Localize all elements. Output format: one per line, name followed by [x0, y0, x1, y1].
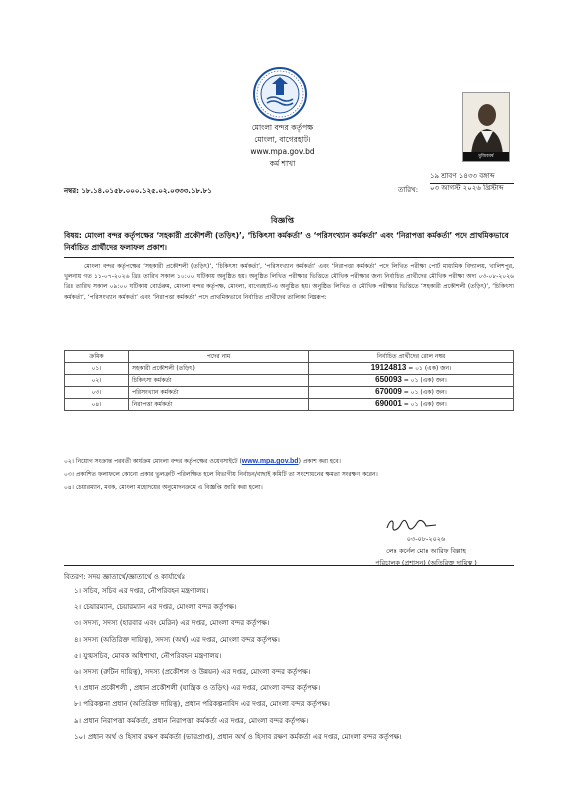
list-item: ৮। পরিকল্পনা প্রধান (অতিরিক্ত দায়িত্ব), প্রধান পরিকল্পনাবিদ এর দপ্তর, মোংলা বন্দর কর্তৃপক্ষ। — [74, 700, 330, 709]
table-row — [65, 363, 514, 375]
mongla-port-logo — [252, 66, 308, 122]
distribution-title: বিতরণ: সদয় জ্ঞাতার্থে/জ্ঞাতার্থে ও কার্যার্থেঃ — [64, 573, 186, 581]
row-count: = ০১ (এক) জন। — [401, 401, 447, 408]
header-roll: নির্বাচিত প্রার্থীদের রোল নম্বর — [309, 351, 514, 363]
list-item: ৯। প্রধান নিরাপত্তা কর্মকর্তা, প্রধান নিরাপত্তা কর্মকর্তা এর দপ্তর, মোংলা বন্দর কর্তৃপক্ষ। — [74, 716, 309, 725]
org-branch: কর্ম শাখা — [269, 159, 296, 168]
distribution-divider — [64, 565, 514, 566]
date-english: ০৩ আগস্ট ২০২৬ খ্রিস্টাব্দ — [430, 184, 504, 192]
table-row — [65, 399, 514, 411]
row-roll-cell — [309, 399, 514, 411]
note-item — [64, 455, 514, 468]
row-roll: 19124813 — [370, 363, 407, 372]
results-table-header — [65, 351, 514, 363]
row-roll: 690001 — [375, 399, 402, 408]
row-serial: ০৪। — [65, 399, 129, 411]
note-item: ০৩। প্রকাশিত ফলাফলে কোনো প্রকার ভুলত্রুটি পরিলক্ষিত হলে বিভাগীয় নির্বাচন/বাছাই কমিটি তা সংশোধনের ক্ষমতা সংরক্ষণ করেন। — [64, 471, 378, 478]
note-text: ০২। নিয়োগ সংক্রান্ত পরবর্তী কার্যক্রম মোংলা বন্দর কর্তৃপক্ষের ওয়েবসাইটে ( — [64, 458, 242, 465]
list-item: ৪। সদস্য (অতিরিক্ত দায়িত্ব), সদস্য (অর্থ) এর দপ্তর, মোংলা বন্দর কর্তৃপক্ষ। — [74, 635, 280, 644]
signatory-name: লেঃ কর্নেল মোঃ আরিফ বিল্লাহ — [386, 547, 466, 555]
list-item: ২। চেয়ারম্যান, চেয়ারম্যান এর দপ্তর, মোংলা বন্দর কর্তৃপক্ষ। — [74, 603, 237, 612]
row-roll-cell — [309, 375, 514, 387]
header-post: পদের নাম — [129, 351, 309, 363]
row-count: = ০১ (এক) জন। — [406, 365, 452, 372]
list-item: ৬। সদস্য (রুটিন দায়িত্ব), সদস্য (প্রকৌশল ও উন্নয়ন) এর দপ্তর, মোংলা বন্দর কর্তৃপক্ষ। — [74, 668, 311, 677]
subject-divider — [64, 257, 514, 258]
portrait-caption: মুজিববর্ষ — [463, 152, 509, 161]
header-serial: ক্রমিক — [65, 351, 129, 363]
table-row — [65, 387, 514, 399]
note-item: ০৪। চেয়ারম্যান, মবক, মোংলা মহোদয়ের অনুমোদনক্রমে এ বিজ্ঞপ্তি জারি করা হলো। — [64, 484, 263, 491]
signature-image — [384, 516, 440, 534]
notes-section — [64, 455, 514, 494]
row-serial: ০২। — [65, 375, 129, 387]
org-name: মোংলা বন্দর কর্তৃপক্ষ — [251, 123, 314, 132]
table-row — [65, 375, 514, 387]
distribution-list — [74, 583, 514, 745]
notice-body: মোংলা বন্দর কর্তৃপক্ষের ‘সহকারী প্রকৌশলী (তড়িৎ)’, ‘চিকিৎসা কর্মকর্তা’, ‘পরিসংখ্যান কর্মকর্তা’ এবং ‘নিরাপত্তা কর্মকর্তা’ পদে লিখিত পরীক্ষা পোর্ট মাধ্যমিক বিদ্যালয়, খালিশপুর, খুলনায় গত ১১-০৭-২০২৬ খ্রিঃ তারিখ সকাল ১০:০০ ঘটিকায় অনুষ্ঠিত হয়। অনুষ্ঠিত লিখিত পরীক্ষার ভিত্তিতে মৌখিক পরীক্ষার জন্য নির্বাচিত প্রার্থীদের মৌখিক পরীক্ষা অদ্য ০৩-০৮-২০২৬ খ্রিঃ তারিখ সকাল ০৯:০০ ঘটিকায় বোর্ডরুম, মোংলা বন্দর কর্তৃপক্ষ, মোংলা, বাগেরহাট-এ অনুষ্ঠিত হয়। অনুষ্ঠিত লিখিত ও মৌখিক পরীক্ষার ভিত্তিতে ‘সহকারী প্রকৌশলী (তড়িৎ)’, ‘চিকিৎসা কর্মকর্তা’, ‘পরিসংখ্যান কর্মকর্তা’ এবং ‘নিরাপত্তা কর্মকর্তা’ পদে প্রাথমিকভাবে নির্বাচিত প্রার্থীদের তালিকা নিম্নরূপ: — [64, 263, 514, 301]
website-link[interactable]: www.mpa.gov.bd — [241, 458, 299, 465]
notice-title: বিজ্ঞপ্তি — [270, 216, 295, 225]
date-bangla: ১৯ শ্রাবণ ১৪৩৩ বঙ্গাব্দ — [430, 172, 495, 180]
row-post: নিরাপত্তা কর্মকর্তা — [129, 399, 309, 411]
row-roll-cell — [309, 387, 514, 399]
signatory-designation: পরিচালক (প্রশাসন) (অতিরিক্ত দায়িত্ব ) — [375, 559, 477, 567]
list-item: ১। সচিব, সচিব এর দপ্তর, নৌপরিবহন মন্ত্রণালয়। — [74, 587, 209, 595]
list-item: ৭। প্রধান প্রকৌশলী , প্রধান প্রকৌশলী (যান্ত্রিক ও তড়িৎ) এর দপ্তর, মোংলা বন্দর কর্তৃপক্ষ। — [74, 684, 321, 693]
row-roll: 650093 — [375, 375, 402, 384]
org-website[interactable]: www.mpa.gov.bd — [250, 147, 315, 156]
row-post: পরিসংখ্যান কর্মকর্তা — [129, 387, 309, 399]
signature-date: ০৩-০৮-২০২৬ — [406, 535, 446, 543]
list-item: ৩। সদস্য, সদস্য (হারবার এবং মেরিন) এর দপ্তর, মোংলা বন্দর কর্তৃপক্ষ। — [74, 619, 270, 628]
row-count: = ০১ (এক) জন। — [401, 377, 447, 384]
date-label: তারিখ: — [398, 186, 419, 194]
row-count: = ০১ (এক) জন। — [401, 389, 447, 396]
row-roll-cell — [309, 363, 514, 375]
row-post: চিকিৎসা কর্মকর্তা — [129, 375, 309, 387]
note-text: ) প্রকাশ করা হবে। — [298, 458, 341, 465]
portrait-image — [462, 92, 510, 162]
memo-number: নম্বর: ১৮.১৪.০১৫৮.০০০.১২৫.০২.০৩৩৩.১৮.৮১ — [64, 187, 212, 195]
results-table — [64, 350, 514, 411]
date-divider — [430, 183, 514, 184]
row-post: সহকারী প্রকৌশলী (তড়িৎ) — [129, 363, 309, 375]
row-serial: ০১। — [65, 363, 129, 375]
row-roll: 670009 — [375, 387, 402, 396]
list-item: ১০। প্রধান অর্থ ও হিসাব রক্ষণ কর্মকর্তা (ভারপ্রাপ্ত), প্রধান অর্থ ও হিসাব রক্ষণ কর্মকর্তা এর দপ্তর, মোংলা বন্দর কর্তৃপক্ষ। — [74, 732, 402, 741]
list-item: ৫। যুগ্মসচিব, মোবক অধিশাখা, নৌপরিবহন মন্ত্রণালয়। — [74, 651, 222, 660]
row-serial: ০৩। — [65, 387, 129, 399]
org-location: মোংলা, বাগেরহাট। — [254, 135, 311, 144]
notice-subject: বিষয়: মোংলা বন্দর কর্তৃপক্ষের ‘সহকারী প্রকৌশলী (তড়িৎ)’, ‘চিকিৎসা কর্মকর্তা’ ও ‘পরিসংখ্যান কর্মকর্তা’ এবং ‘নিরাপত্তা কর্মকর্তা’ পদে প্রাথমিকভাবে নির্বাচিত প্রার্থীদের ফলাফল প্রকাশ। — [64, 231, 509, 252]
